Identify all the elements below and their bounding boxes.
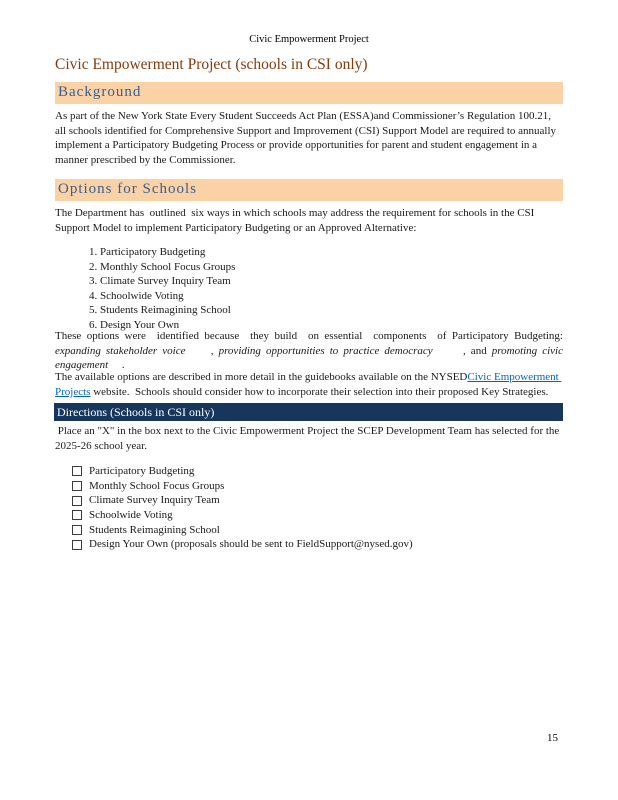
guidebooks-text-after-link: website. Schools should consider how to incorporate their selection into their proposed Key Strategies.	[90, 385, 549, 398]
rationale-italic-3: promoting civic engagement	[55, 344, 566, 372]
rationale-paragraph	[55, 329, 566, 373]
list-item: 1. Participatory Budgeting	[100, 245, 540, 260]
list-item: 6. Design Your Own	[100, 318, 540, 333]
list-item: 5. Students Reimagining School	[100, 303, 540, 318]
section-heading-options: Options for Schools	[55, 179, 563, 201]
options-numbered-list	[83, 245, 540, 333]
background-paragraph: As part of the New York State Every Student Succeeds Act Plan (ESSA)and Commissioner’s Regulation 100.21, all schools identified for Comprehensive Support and Improvement (CSI) Support Model are required to annually implement a Participatory Budgeting Process or provide opportunities for parent and student engagement in a manner prescribed by the Commissioner.	[55, 110, 559, 166]
checkbox-label: Schoolwide Voting	[89, 509, 173, 522]
checkbox-label: Design Your Own (proposals should be sent to FieldSupport@nysed.gov)	[89, 538, 413, 551]
guidebooks-paragraph	[55, 370, 563, 399]
guidebooks-text-before-link: The available options are described in more detail in the guidebooks available on the NYSED	[55, 371, 468, 383]
rationale-italic-1: expanding stakeholder voice	[55, 344, 186, 357]
directions-checkbox-list	[72, 464, 532, 552]
checkbox-icon[interactable]	[72, 496, 82, 506]
checkbox-label: Monthly School Focus Groups	[89, 479, 225, 492]
checkbox-row[interactable]	[72, 493, 532, 508]
checkbox-icon[interactable]	[72, 466, 82, 476]
rationale-sep-1: ,	[185, 344, 219, 357]
page-number: 15	[547, 732, 558, 744]
list-item: 2. Monthly School Focus Groups	[100, 260, 540, 275]
rationale-end: .	[108, 359, 125, 372]
checkbox-row[interactable]	[72, 464, 532, 479]
options-intro-paragraph: The Department has outlined six ways in which schools may address the requirement for schools in the CSI Support Model to implement Participatory Budgeting or an Approved Alternative:	[55, 207, 538, 234]
checkbox-label: Students Reimagining School	[89, 523, 220, 536]
checkbox-icon[interactable]	[72, 510, 82, 520]
rationale-italic-2: providing opportunities to practice democracy	[218, 344, 433, 357]
directions-paragraph: Place an "X" in the box next to the Civic Empowerment Project the SCEP Development Team has selected for the 2025-26 school year.	[55, 425, 563, 452]
list-item: 4. Schoolwide Voting	[100, 289, 540, 304]
rationale-sep-2: , and	[432, 344, 492, 357]
checkbox-label: Participatory Budgeting	[89, 465, 195, 477]
checkbox-icon[interactable]	[72, 525, 82, 535]
checkbox-row[interactable]	[72, 508, 532, 523]
running-header: Civic Empowerment Project	[249, 34, 369, 45]
checkbox-row[interactable]	[72, 479, 532, 494]
checkbox-icon[interactable]	[72, 481, 82, 491]
civic-empowerment-projects-link[interactable]: Civic Empowerment Projects	[55, 371, 562, 398]
checkbox-label: Climate Survey Inquiry Team	[89, 494, 220, 507]
page-title: Civic Empowerment Project (schools in CSI only)	[55, 56, 368, 73]
checkbox-row[interactable]	[72, 523, 532, 538]
section-heading-directions: Directions (Schools in CSI only)	[54, 403, 563, 421]
list-item: 3. Climate Survey Inquiry Team	[100, 274, 540, 289]
rationale-lead: These options were identified because they build on essential components of Participatory Budgeting:	[55, 330, 566, 342]
section-heading-background: Background	[55, 82, 563, 104]
checkbox-row[interactable]	[72, 537, 532, 552]
checkbox-icon[interactable]	[72, 540, 82, 550]
